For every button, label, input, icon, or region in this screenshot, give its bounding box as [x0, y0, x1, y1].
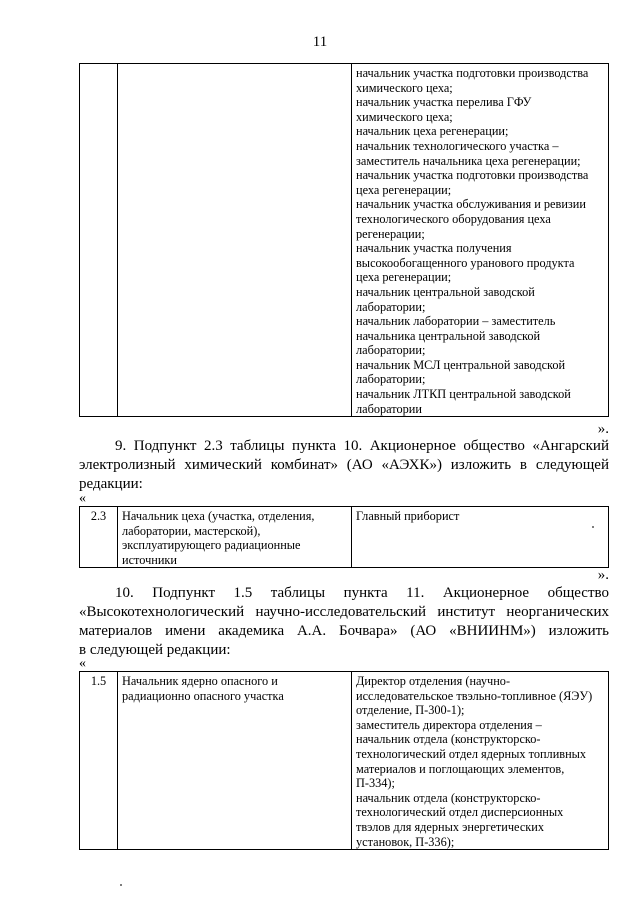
cell-line: начальник участка получения: [356, 241, 512, 256]
cell-line: начальник ЛТКП центральной заводской: [356, 387, 571, 402]
cell-line: Директор отделения (научно-: [356, 674, 511, 688]
cell-line: лаборатории;: [356, 343, 426, 358]
cell-line: начальник центральной заводской: [356, 284, 535, 299]
cell-line: начальник отдела (конструкторско-: [356, 732, 541, 747]
table-item-2-3: [79, 506, 609, 568]
paragraph-line: материалов имени академика А.А. Бочвара» (АО «ВНИИНМ») изложить: [79, 623, 609, 639]
table-row: [80, 672, 609, 850]
cell-line: цеха регенерации;: [356, 182, 452, 197]
cell-line: отделение, П-300-1);: [356, 703, 465, 718]
paragraph-line: редакции:: [79, 476, 143, 492]
cell-line: эксплуатирующего радиационные: [122, 538, 301, 553]
cell-line: материалов и поглощающих элементов,: [356, 761, 565, 776]
cell-line: начальник участка подготовки производства: [356, 168, 589, 183]
scan-speck: [120, 884, 122, 886]
table-cell-position: [118, 672, 352, 850]
cell-line: высокообогащенного уранового продукта: [356, 255, 575, 270]
table-cell-position: [118, 64, 352, 417]
cell-line: цеха регенерации;: [356, 270, 452, 285]
cell-line: исследовательское твэльно-топливное (ЯЭУ): [356, 688, 593, 703]
cell-line: начальник лаборатории – заместитель: [356, 314, 556, 329]
cell-line: Начальник цеха (участка, отделения,: [122, 509, 315, 523]
table-cell-positions-list: [352, 64, 609, 417]
cell-line: Главный приборист: [356, 509, 460, 523]
cell-line: лаборатории: [356, 401, 422, 416]
cell-line: источники: [122, 552, 177, 567]
cell-line: химического цеха;: [356, 109, 453, 124]
table-cell-number: 1.5: [80, 672, 118, 850]
table-cell-number: [80, 64, 118, 417]
cell-line: начальник участка перелива ГФУ: [356, 95, 532, 110]
page-number: 11: [312, 34, 328, 50]
position-text: [122, 674, 347, 703]
cell-line: радиационно опасного участка: [122, 688, 284, 703]
cell-line: начальник участка подготовки производства: [356, 66, 589, 80]
cell-line: начальник МСЛ центральной заводской: [356, 357, 566, 372]
cell-line: заместитель начальника цеха регенерации;: [356, 153, 581, 168]
table-cell-position: [118, 507, 352, 568]
cell-line: начальника центральной заводской: [356, 328, 541, 343]
table-cell-positions-list: [352, 507, 609, 568]
cell-line: технологический отдел дисперсионных: [356, 805, 564, 820]
cell-line: заместитель директора отделения –: [356, 717, 542, 732]
cell-line: Начальник ядерно опасного и: [122, 674, 278, 688]
cell-line: П-334);: [356, 776, 395, 791]
position-text: [122, 509, 347, 567]
paragraph-line: 9. Подпункт 2.3 таблицы пункта 10. Акционерное общество «Ангарский: [115, 438, 609, 454]
table-item-1-5: [79, 671, 609, 850]
paragraph-line: электролизный химический комбинат» (АО «АЭХК») изложить в следующей: [79, 457, 609, 473]
opening-quote: «: [79, 491, 86, 506]
closing-quote: ».: [597, 421, 609, 437]
cell-line: лаборатории;: [356, 299, 426, 314]
table-continuation: [79, 63, 609, 417]
cell-line: технологического оборудования цеха: [356, 211, 551, 226]
scan-speck: [592, 526, 594, 528]
cell-line: регенерации;: [356, 226, 425, 241]
cell-line: лаборатории;: [356, 372, 426, 387]
positions-list: [356, 674, 604, 849]
paragraph-10: [79, 584, 609, 660]
paragraph-line: в следующей редакции:: [79, 642, 231, 658]
cell-line: установок, П-336);: [356, 834, 455, 849]
table-cell-number: 2.3: [80, 507, 118, 568]
cell-line: начальник технологического участка –: [356, 138, 559, 153]
table-row: [80, 64, 609, 417]
opening-quote: «: [79, 656, 86, 671]
table-row: [80, 507, 609, 568]
paragraph-9: [79, 437, 609, 494]
paragraph-line: 10. Подпункт 1.5 таблицы пункта 11. Акционерное общество: [115, 585, 609, 601]
cell-line: химического цеха;: [356, 80, 453, 95]
cell-line: твэлов для ядерных энергетических: [356, 819, 544, 834]
cell-line: начальник отдела (конструкторско-: [356, 790, 541, 805]
paragraph-line: «Высокотехнологический научно-исследовательский институт неорганических: [79, 604, 609, 620]
cell-line: начальник цеха регенерации;: [356, 124, 509, 139]
cell-line: начальник участка обслуживания и ревизии: [356, 197, 586, 212]
closing-quote: ».: [597, 567, 609, 583]
positions-list: [356, 509, 604, 524]
cell-line: технологический отдел ядерных топливных: [356, 746, 587, 761]
cell-line: лаборатории, мастерской),: [122, 523, 261, 538]
positions-list: [356, 66, 604, 416]
table-cell-positions-list: [352, 672, 609, 850]
